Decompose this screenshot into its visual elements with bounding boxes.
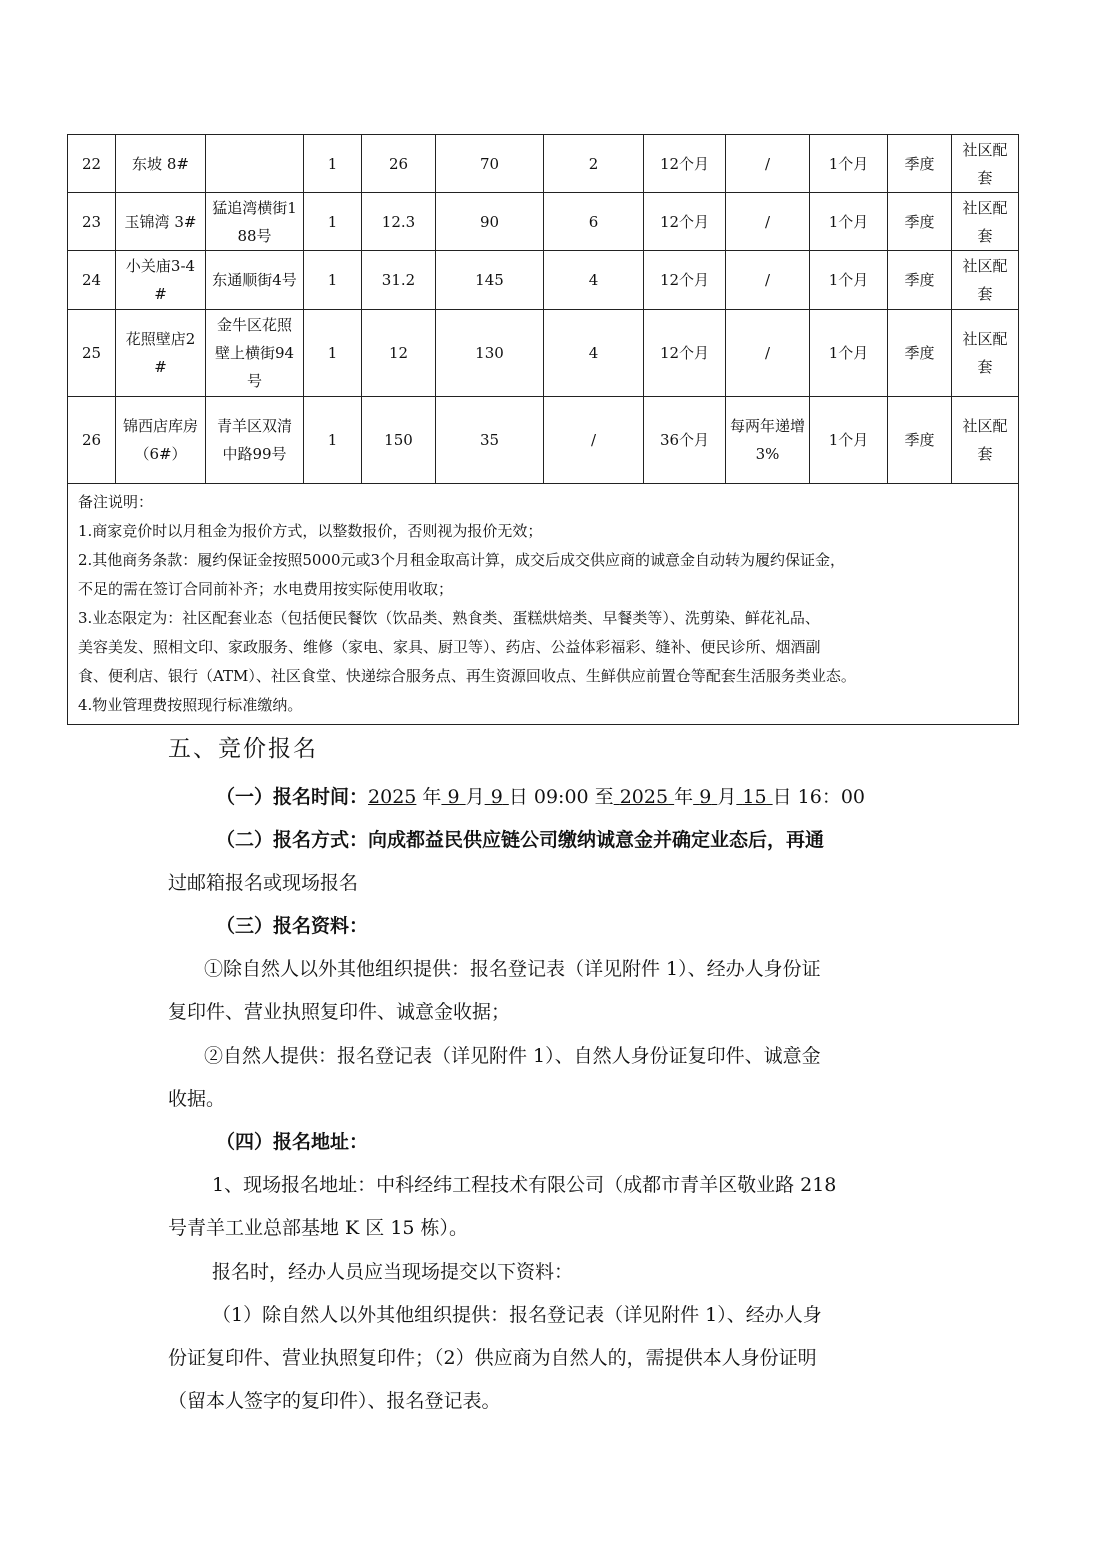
submit-line2: 份证复印件、营业执照复印件；（2）供应商为自然人的，需提供本人身份证明 [168, 1347, 817, 1369]
materials-heading [168, 905, 938, 948]
note-3-line3: 食、便利店、银行（ATM）、社区食堂、快递综合服务点、再生资源回收点、生鲜供应前置仓等配套生活服务类业态。 [78, 667, 856, 685]
note-3-line2: 美容美发、照相文印、家政服务、维修（家电、家具、厨卫等）、药店、公益体彩福彩、缝补、便民诊所、烟酒副 [78, 638, 821, 656]
cell-qty: 1 [304, 135, 362, 193]
cell-cycle: 季度 [888, 193, 952, 251]
cell-price: 130 [436, 310, 544, 397]
start-day: 9 [490, 786, 503, 808]
table-row [68, 397, 1019, 484]
cell-qty: 1 [304, 251, 362, 310]
cell-incr: / [726, 251, 810, 310]
cell-addr: 金牛区花照壁上横街94号 [206, 310, 304, 397]
cell-price: 35 [436, 397, 544, 484]
note-4: 4.物业管理费按照现行标准缴纳。 [78, 696, 303, 714]
cell-type: 社区配套 [952, 310, 1019, 397]
method-line1: 向成都益民供应链公司缴纳诚意金并确定业态后，再通 [368, 829, 825, 851]
cell-addr: 猛追湾横街188号 [206, 193, 304, 251]
table-row [68, 251, 1019, 310]
registration-method [168, 819, 938, 905]
cell-pay: 1个月 [810, 397, 888, 484]
address-label: （四）报名地址： [216, 1131, 369, 1153]
materials-org [168, 948, 938, 1034]
cell-c7: 6 [544, 193, 644, 251]
cell-term: 12个月 [644, 251, 726, 310]
cell-pay: 1个月 [810, 310, 888, 397]
notes-row [68, 484, 1019, 725]
cell-type: 社区配套 [952, 397, 1019, 484]
cell-price: 145 [436, 251, 544, 310]
end-day: 15 [742, 786, 767, 808]
cell-no: 24 [68, 251, 116, 310]
table-row [68, 193, 1019, 251]
cell-pay: 1个月 [810, 193, 888, 251]
addr-line1: 1、现场报名地址：中科经纬工程技术有限公司（成都市青羊区敬业路 218 [212, 1174, 837, 1196]
end-year: 2025 [619, 786, 669, 808]
cell-incr: / [726, 135, 810, 193]
cell-cycle: 季度 [888, 135, 952, 193]
cell-addr: 东通顺街4号 [206, 251, 304, 310]
cell-term: 36个月 [644, 397, 726, 484]
cell-c7: 2 [544, 135, 644, 193]
cell-area: 12.3 [362, 193, 436, 251]
method-line2: 过邮箱报名或现场报名 [168, 872, 359, 894]
cell-incr: / [726, 193, 810, 251]
cell-term: 12个月 [644, 135, 726, 193]
cell-name: 锦西店库房（6#） [116, 397, 206, 484]
method-label: （二）报名方式： [216, 829, 369, 851]
note-1: 1.商家竞价时以月租金为报价方式，以整数报价，否则视为报价无效； [78, 522, 543, 540]
start-year: 2025 [368, 786, 417, 808]
cell-cycle: 季度 [888, 251, 952, 310]
section-heading: 五、竞价报名 [168, 736, 318, 762]
cell-name: 玉锦湾 3# [116, 193, 206, 251]
cell-no: 22 [68, 135, 116, 193]
materials-person [168, 1035, 938, 1121]
cell-cycle: 季度 [888, 310, 952, 397]
cell-name: 花照壁店2# [116, 310, 206, 397]
cell-area: 12 [362, 310, 436, 397]
cell-no: 26 [68, 397, 116, 484]
mat2-line1: ②自然人提供：报名登记表（详见附件 1）、自然人身份证复印件、诚意金 [204, 1045, 821, 1067]
cell-cycle: 季度 [888, 397, 952, 484]
cell-pay: 1个月 [810, 251, 888, 310]
cell-name: 小关庙3-4# [116, 251, 206, 310]
table-row [68, 310, 1019, 397]
mat2-line2: 收据。 [168, 1088, 226, 1110]
cell-price: 70 [436, 135, 544, 193]
start-month: 9 [447, 786, 460, 808]
address-heading [168, 1121, 938, 1164]
year-unit: 年 [422, 786, 442, 808]
end-month: 9 [699, 786, 712, 808]
submit-intro-text: 报名时，经办人员应当现场提交以下资料： [212, 1261, 574, 1283]
addr-line2: 号青羊工业总部基地 K 区 15 栋）。 [168, 1217, 469, 1239]
submit-materials [168, 1294, 938, 1423]
cell-name: 东坡 8# [116, 135, 206, 193]
registration-time [168, 776, 938, 819]
cell-area: 150 [362, 397, 436, 484]
cell-pay: 1个月 [810, 135, 888, 193]
cell-type: 社区配套 [952, 251, 1019, 310]
submit-line1: （1）除自然人以外其他组织提供：报名登记表（详见附件 1）、经办人身 [212, 1304, 822, 1326]
listing-table [67, 134, 1019, 725]
table-row [68, 135, 1019, 193]
cell-type: 社区配套 [952, 135, 1019, 193]
cell-addr [206, 135, 304, 193]
mat1-line1: ①除自然人以外其他组织提供：报名登记表（详见附件 1）、经办人身份证 [204, 958, 821, 980]
note-3-line1: 3.业态限定为：社区配套业态（包括便民餐饮（饮品类、熟食类、蛋糕烘焙类、早餐类等）、洗剪染、鲜花礼品、 [78, 609, 820, 627]
listing-table-body [68, 135, 1019, 484]
onsite-address [168, 1164, 938, 1250]
cell-no: 25 [68, 310, 116, 397]
month-unit-2: 月 [717, 786, 737, 808]
cell-price: 90 [436, 193, 544, 251]
end-time: 日 16：00 [772, 786, 866, 808]
cell-incr: / [726, 310, 810, 397]
cell-qty: 1 [304, 310, 362, 397]
cell-c7: 4 [544, 310, 644, 397]
materials-label: （三）报名资料： [216, 915, 369, 937]
notes-cell [68, 484, 1019, 725]
cell-term: 12个月 [644, 193, 726, 251]
cell-c7: 4 [544, 251, 644, 310]
time-label: （一）报名时间： [216, 786, 369, 808]
cell-term: 12个月 [644, 310, 726, 397]
note-2-line1: 2.其他商务条款：履约保证金按照5000元或3个月租金取高计算，成交后成交供应商的诚意金自动转为履约保证金， [78, 551, 846, 569]
cell-no: 23 [68, 193, 116, 251]
cell-qty: 1 [304, 193, 362, 251]
cell-c7: / [544, 397, 644, 484]
submit-intro [168, 1251, 938, 1294]
cell-area: 26 [362, 135, 436, 193]
cell-type: 社区配套 [952, 193, 1019, 251]
cell-qty: 1 [304, 397, 362, 484]
year-unit-2: 年 [674, 786, 694, 808]
start-time: 日 09:00 至 [508, 786, 614, 808]
cell-addr: 青羊区双清中路99号 [206, 397, 304, 484]
notes-title: 备注说明： [78, 493, 154, 511]
mat1-line2: 复印件、营业执照复印件、诚意金收据； [168, 1001, 511, 1023]
cell-area: 31.2 [362, 251, 436, 310]
month-unit: 月 [465, 786, 485, 808]
cell-incr: 每两年递增3% [726, 397, 810, 484]
note-2-line2: 不足的需在签订合同前补齐；水电费用按实际使用收取； [78, 580, 454, 598]
submit-line3: （留本人签字的复印件）、报名登记表。 [168, 1390, 501, 1412]
